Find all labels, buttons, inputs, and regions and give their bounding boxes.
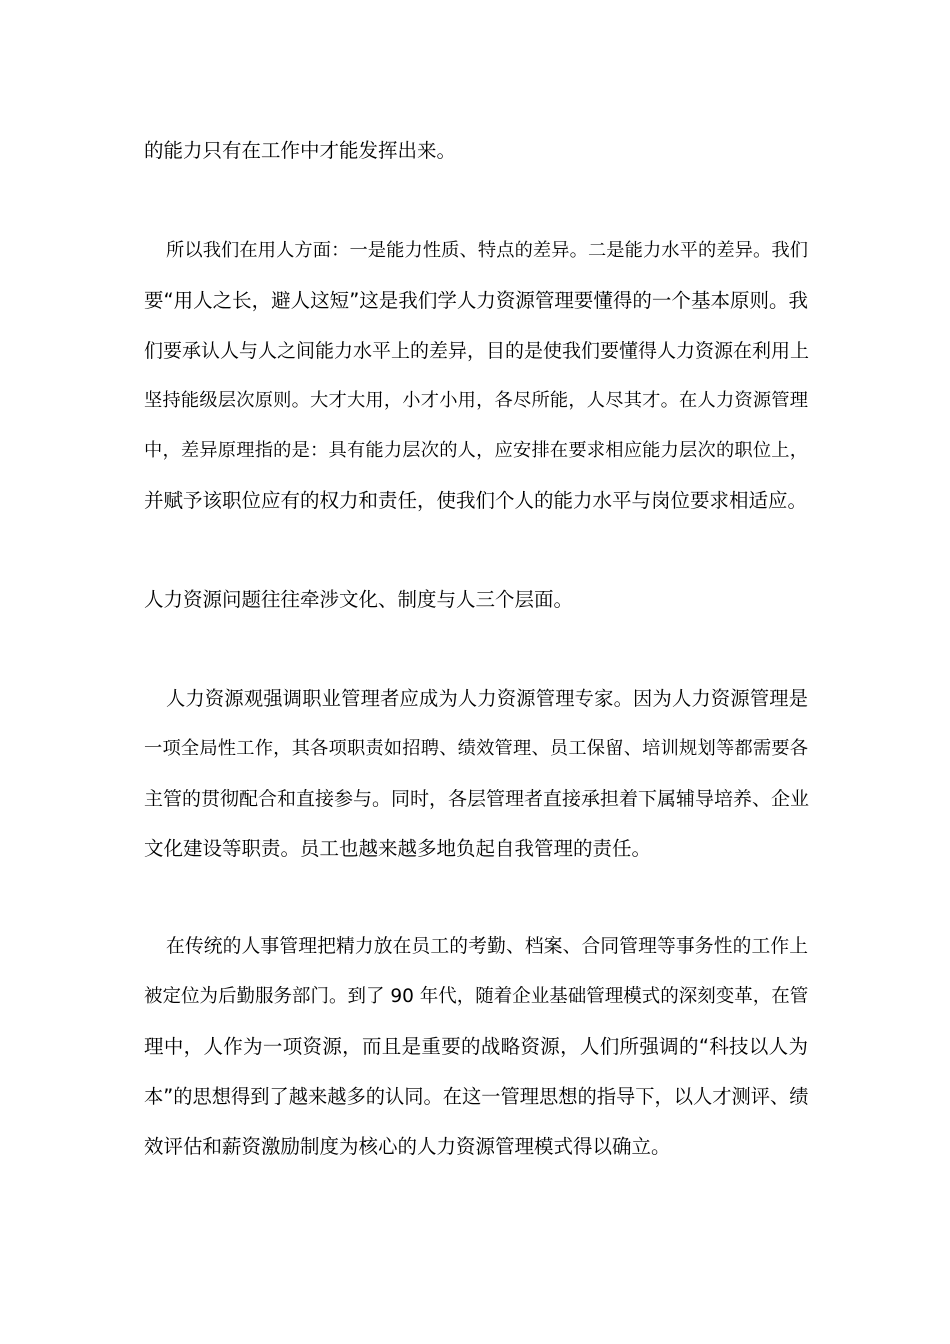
text-line: 要“用人之长，避人这短”这是我们学人力资源管理要懂得的一个基本原则。我 — [144, 289, 808, 312]
text-line: 一项全局性工作，其各项职责如招聘、绩效管理、员工保留、培训规划等都需要各 — [144, 738, 808, 759]
text-line: 在传统的人事管理把精力放在员工的考勤、档案、合同管理等事务性的工作上 — [166, 936, 808, 957]
text-line: 效评估和薪资激励制度为核心的人力资源管理模式得以确立。 — [144, 1135, 671, 1158]
text-line: 人力资源问题往往牵涉文化、制度与人三个层面。 — [144, 588, 574, 611]
text-line: 们要承认人与人之间能力水平上的差异，目的是使我们要懂得人力资源在利用上 — [144, 340, 810, 362]
text-line: 的能力只有在工作中才能发挥出来。 — [144, 139, 457, 162]
text-line: 本”的思想得到了越来越多的认同。在这一管理思想的指导下，以人才测评、绩 — [144, 1085, 809, 1108]
text-line: 主管的贯彻配合和直接参与。同时，各层管理者直接承担着下属辅导培养、企业 — [144, 788, 810, 810]
text-line: 文化建设等职责。员工也越来越多地负起自我管理的责任。 — [144, 837, 652, 860]
text-line: 被定位为后勤服务部门。到了 90 年代，随着企业基础管理模式的深刻变革，在管 — [144, 986, 809, 1007]
text-line: 并赋予该职位应有的权力和责任，使我们个人的能力水平与岗位要求相适应。 — [144, 489, 808, 512]
text-line: 人力资源观强调职业管理者应成为人力资源管理专家。因为人力资源管理是 — [166, 687, 808, 710]
text-line: 坚持能级层次原则。大才大用，小才小用，各尽所能，人尽其才。在人力资源管理 — [144, 390, 808, 411]
text-line: 理中，人作为一项资源，而且是重要的战略资源，人们所强调的“科技以人为 — [144, 1035, 808, 1058]
text-line: 中，差异原理指的是：具有能力层次的人，应安排在要求相应能力层次的职位上， — [144, 440, 808, 461]
text-line: 所以我们在用人方面：一是能力性质、特点的差异。二是能力水平的差异。我们 — [166, 240, 808, 261]
